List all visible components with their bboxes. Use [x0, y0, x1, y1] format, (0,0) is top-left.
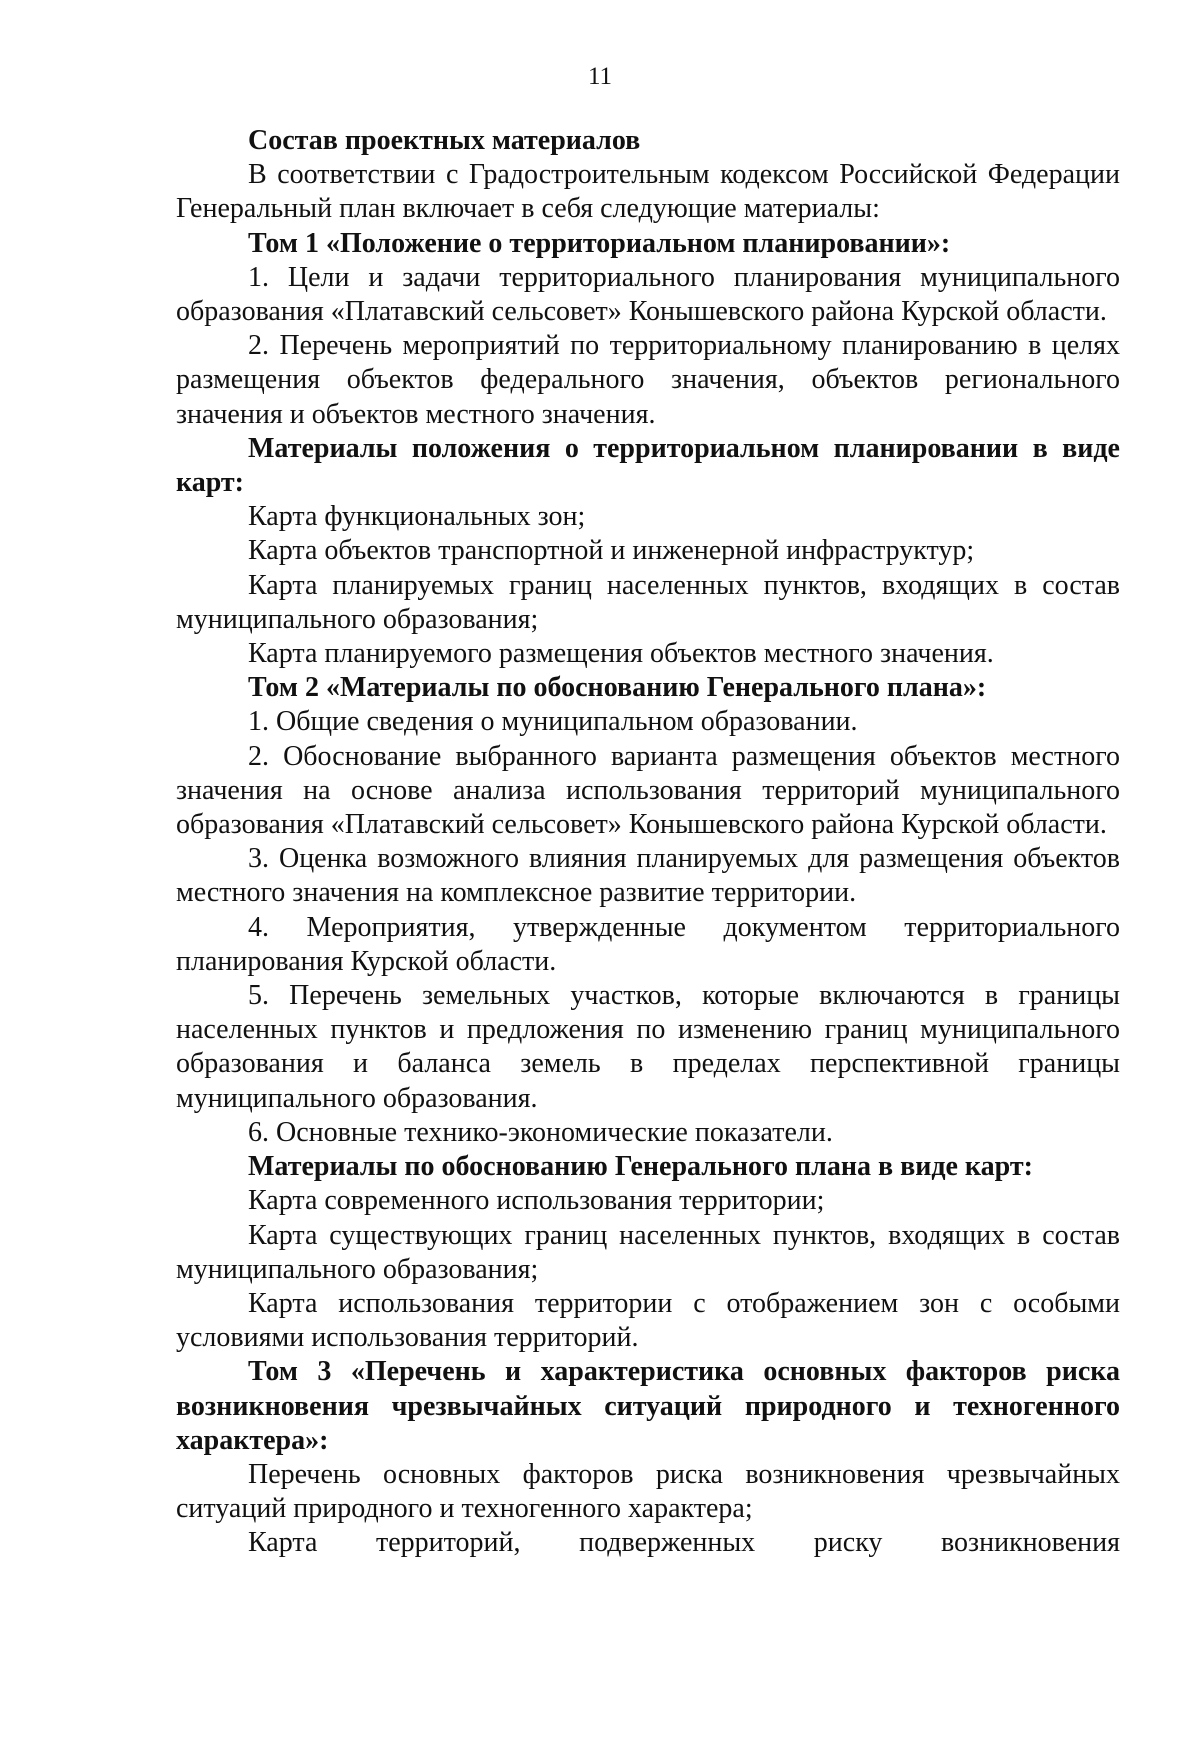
- map-item: Карта современного использования территории;: [248, 1185, 825, 1217]
- maps-heading: Материалы по обоснованию Генерального плана в виде карт:: [248, 1151, 1033, 1183]
- list-item: 6. Основные технико-экономические показатели.: [248, 1116, 833, 1148]
- map-item: Карта существующих границ населенных пунктов, входящих в состав муниципального образования;: [176, 1219, 1120, 1285]
- paragraph: Карта территорий, подверженных риску возникновения: [248, 1527, 1120, 1559]
- map-item: Карта функциональных зон;: [248, 501, 586, 533]
- paragraph: Перечень основных факторов риска возникновения чрезвычайных ситуаций природного и техногенного характера;: [176, 1458, 1120, 1525]
- list-item: 2. Обоснование выбранного варианта размещения объектов местного значения на основе анализа использования территорий муниципального образования «Платавский сельсовет» Конышевского района Курской области.: [176, 740, 1120, 841]
- map-item: Карта объектов транспортной и инженерной инфраструктур;: [248, 535, 975, 567]
- section-title: Состав проектных материалов: [248, 125, 641, 156]
- map-item: Карта планируемого размещения объектов местного значения.: [248, 638, 994, 670]
- list-item: 1. Общие сведения о муниципальном образовании.: [248, 706, 858, 738]
- document-body: [176, 124, 1120, 1561]
- maps-heading: Материалы положения о территориальном планировании в виде карт:: [176, 432, 1120, 499]
- volume-1-heading: Том 1 «Положение о территориальном планировании»:: [248, 227, 951, 259]
- volume-3-heading: Том 3 «Перечень и характеристика основных факторов риска возникновения чрезвычайных ситуаций природного и техногенного характера»:: [176, 1356, 1120, 1456]
- list-item: 4. Мероприятия, утвержденные документом территориального планирования Курской области.: [176, 911, 1120, 977]
- volume-2-heading: Том 2 «Материалы по обоснованию Генерального плана»:: [248, 672, 987, 704]
- list-item: 1. Цели и задачи территориального планирования муниципального образования «Платавский сельсовет» Конышевского района Курской области.: [176, 261, 1120, 328]
- map-item: Карта использования территории с отображением зон с особыми условиями использования территорий.: [176, 1287, 1120, 1354]
- list-item: 3. Оценка возможного влияния планируемых для размещения объектов местного значения на комплексное развитие территории.: [176, 843, 1120, 909]
- paragraph: В соответствии с Градостроительным кодексом Российской Федерации Генеральный план включает в себя следующие материалы:: [176, 159, 1120, 225]
- list-item: 5. Перечень земельных участков, которые включаются в границы населенных пунктов и предложения по изменению границ муниципального образования и баланса земель в пределах перспективной границы муниципального образования.: [176, 980, 1120, 1114]
- map-item: Карта планируемых границ населенных пунктов, входящих в состав муниципального образования;: [176, 569, 1120, 635]
- page-number: 11: [587, 63, 613, 90]
- list-item: 2. Перечень мероприятий по территориальному планированию в целях размещения объектов федерального значения, объектов регионального значения и объектов местного значения.: [176, 330, 1120, 430]
